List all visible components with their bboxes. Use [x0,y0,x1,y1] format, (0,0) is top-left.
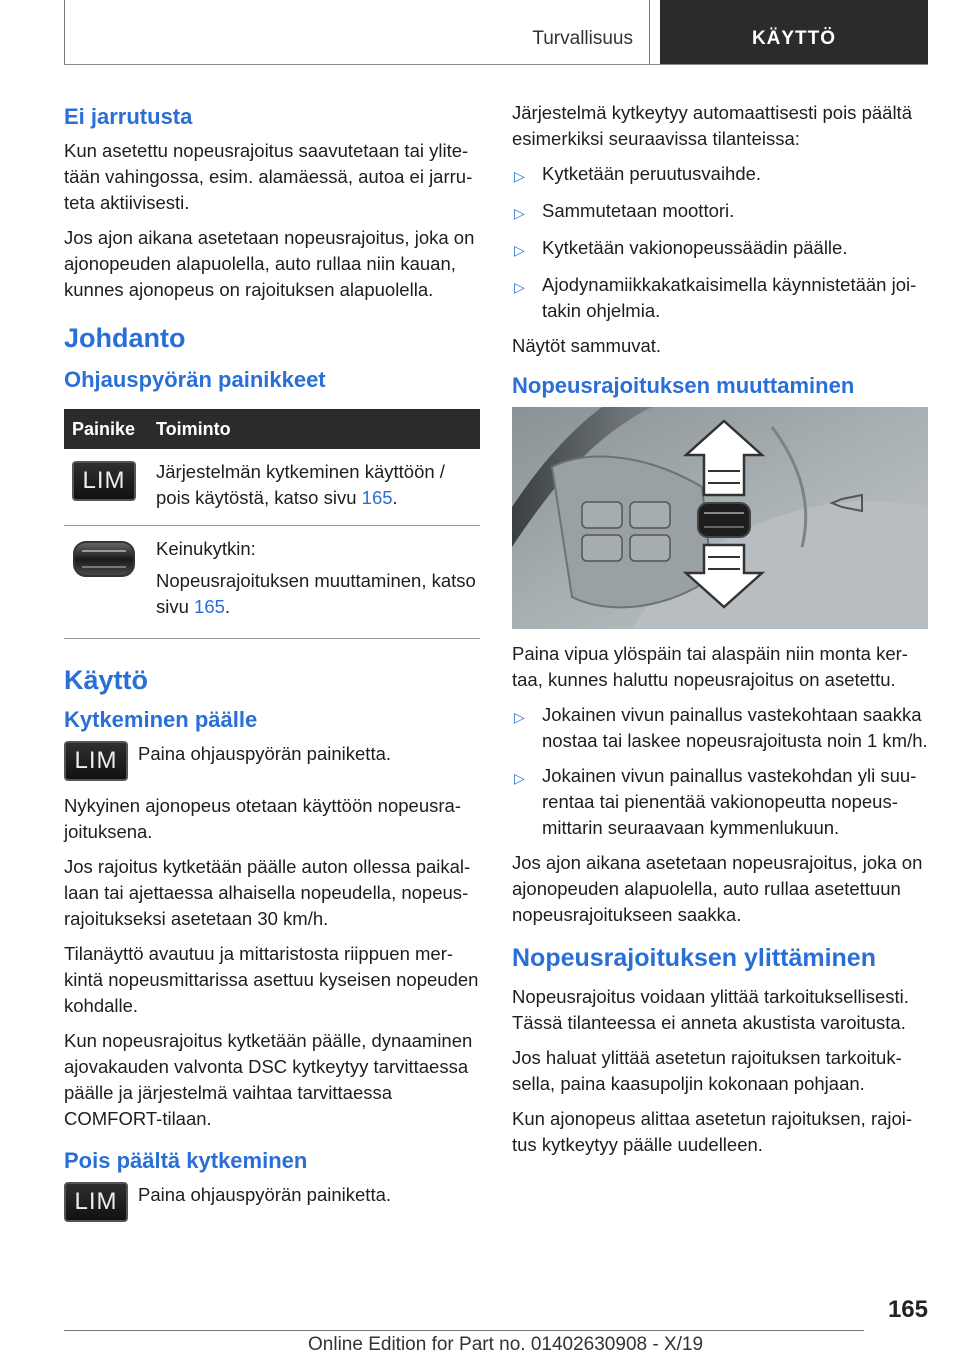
right-column [512,100,930,1167]
paragraph: Jos ajon aikana asetetaan nopeusrajoitus, joka on ajonopeuden alapuolella, auto rullaa asetettuun nopeusrajoitukseen saakka. [512,852,923,925]
paragraph: Nykyinen ajonopeus otetaan käyttöön nopeusrajoituksena. [64,795,462,842]
page-link[interactable]: 165 [194,596,225,617]
list-item [512,235,930,263]
table-header-button: Painike [72,418,136,439]
bullet-list [512,161,930,324]
row-text: Järjestelmän kytkeminen käyttöön / pois käytöstä, katso sivu [156,461,445,508]
list-item-text: Ajodynamiikkakatkaisimella käynnistetään joitakin ohjelmia. [542,274,917,321]
list-item-text: Sammutetaan moottori. [542,200,735,221]
rocker-switch-icon [72,538,136,580]
triangle-bullet-icon: ▷ [514,279,525,295]
paragraph: Jos rajoitus kytketään päälle auton ollessa paikallaan tai ajettaessa alhaisella nopeudella, nopeusrajoitukseksi asetetaan 30 km/h. [64,856,471,929]
table-header-function: Toiminto [156,418,231,439]
footer-divider [64,1330,864,1331]
lim-button-icon: LIM [64,741,128,781]
paragraph: Järjestelmä kytkeytyy automaattisesti pois päältä esimerkiksi seuraavissa tilanteissa: [512,102,912,149]
page-number: 165 [887,1296,928,1323]
table-cell-icon [64,459,148,517]
paragraph: Kun ajonopeus alittaa asetetun rajoituksen, rajoitus kytkeytyy päälle uudelleen. [512,1108,913,1155]
header-divider [64,64,928,65]
press-instruction [64,741,482,781]
lim-button-icon: LIM [64,1182,128,1222]
list-item-text: Jokainen vivun painallus vastekohtaan saakka nostaa tai laskee nopeusrajoitusta noin 1 km/h. [542,704,928,751]
list-item-text: Kytketään vakionopeussäädin päälle. [542,237,848,258]
heading-nopeusrajoituksen-ylittaminen: Nopeusrajoituksen ylittäminen [512,944,876,972]
triangle-bullet-icon: ▷ [514,242,525,258]
press-text: Paina ohjauspyörän painiketta. [138,1184,392,1205]
triangle-bullet-icon: ▷ [514,205,525,221]
heading-ei-jarrutusta: Ei jarrutusta [64,104,193,129]
row-text-end: . [224,596,231,617]
left-column [64,100,482,1234]
paragraph: Tilanäyttö avautuu ja mittaristosta riippuen merkintä nopeusmittarissa asettuu kyseisen nopeuden kohdalle. [64,943,479,1016]
list-item [512,198,930,226]
table-cell-text [156,459,480,511]
table-cell-function [148,536,480,626]
table-cell-function [148,459,480,517]
heading-kytkeminen-paalle: Kytkeminen päälle [64,707,258,732]
table-cell-icon [64,536,148,626]
table-cell-text: Keinukytkin: [156,538,256,559]
paragraph: Näytöt sammuvat. [512,335,662,356]
heading-kaytto: Käyttö [64,665,149,695]
heading-pois-paalta: Pois päältä kytkeminen [64,1148,308,1173]
paragraph: Kun nopeusrajoitus kytketään päälle, dynaaminen ajovakauden valvonta DSC kytkeytyy tarvittaessa päälle ja järjestelmä vaihtaa tarvittaessa COMFORT-tilaan. [64,1030,473,1129]
paragraph: Kun asetettu nopeusrajoitus saavutetaan tai ylitetään vahingossa, esim. alamäessä, autoa ei jarruteta aktiivisesti. [64,140,473,213]
buttons-table [64,409,480,639]
heading-johdanto: Johdanto [64,323,186,353]
table-row [64,449,480,526]
list-item [512,161,930,189]
paragraph: Jos ajon aikana asetetaan nopeusrajoitus, joka on ajonopeuden alapuolella, auto rullaa niin kauan, kunnes ajonopeus on rajoituksen alapuolella. [64,227,475,300]
list-item-text: Jokainen vivun painallus vastekohdan yli suurentaa tai pienentää vakionopeutta nopeusmittarin seuraavaan kymmenlukuun. [542,765,917,838]
header-chapter-title: KÄYTTÖ [751,28,837,49]
row-text-end: . [392,487,398,508]
page-link[interactable]: 165 [361,487,393,508]
triangle-bullet-icon: ▷ [514,709,525,725]
bullet-list [512,702,930,841]
paragraph: Jos haluat ylittää asetetun rajoituksen tarkoituksella, paina kaasupoljin kokonaan pohjaan. [512,1047,902,1094]
triangle-bullet-icon: ▷ [514,168,525,184]
heading-ohjauspyoran-painikkeet: Ohjauspyörän painikkeet [64,367,326,392]
row-text: Nopeusrajoituksen muuttaminen, katso sivu [156,570,476,617]
triangle-bullet-icon: ▷ [514,770,525,786]
table-cell-text [156,568,480,620]
footer-edition: Online Edition for Part no. 01402630908 - X/19 [308,1334,704,1355]
paragraph: Paina vipua ylöspäin tai alaspäin niin monta kertaa, kunnes haluttu nopeusrajoitus on asetettu. [512,643,908,690]
press-text: Paina ohjauspyörän painiketta. [138,743,392,764]
paragraph: Nopeusrajoitus voidaan ylittää tarkoituksellisesti. Tässä tilanteessa ei anneta akustista varoitusta. [512,986,909,1033]
list-item [512,763,930,841]
list-item [512,702,930,754]
heading-nopeusrajoituksen-muuttaminen: Nopeusrajoituksen muuttaminen [512,373,855,398]
list-item-text: Kytketään peruutusvaihde. [542,163,762,184]
header-section-tab [64,0,650,65]
steering-wheel-image [512,407,928,629]
table-header [64,409,480,449]
press-instruction [64,1182,482,1222]
lim-button-icon: LIM [72,461,136,501]
header-chapter-tab [660,0,928,65]
table-row [64,526,480,639]
list-item [512,272,930,324]
header-section-title: Turvallisuus [532,28,633,49]
